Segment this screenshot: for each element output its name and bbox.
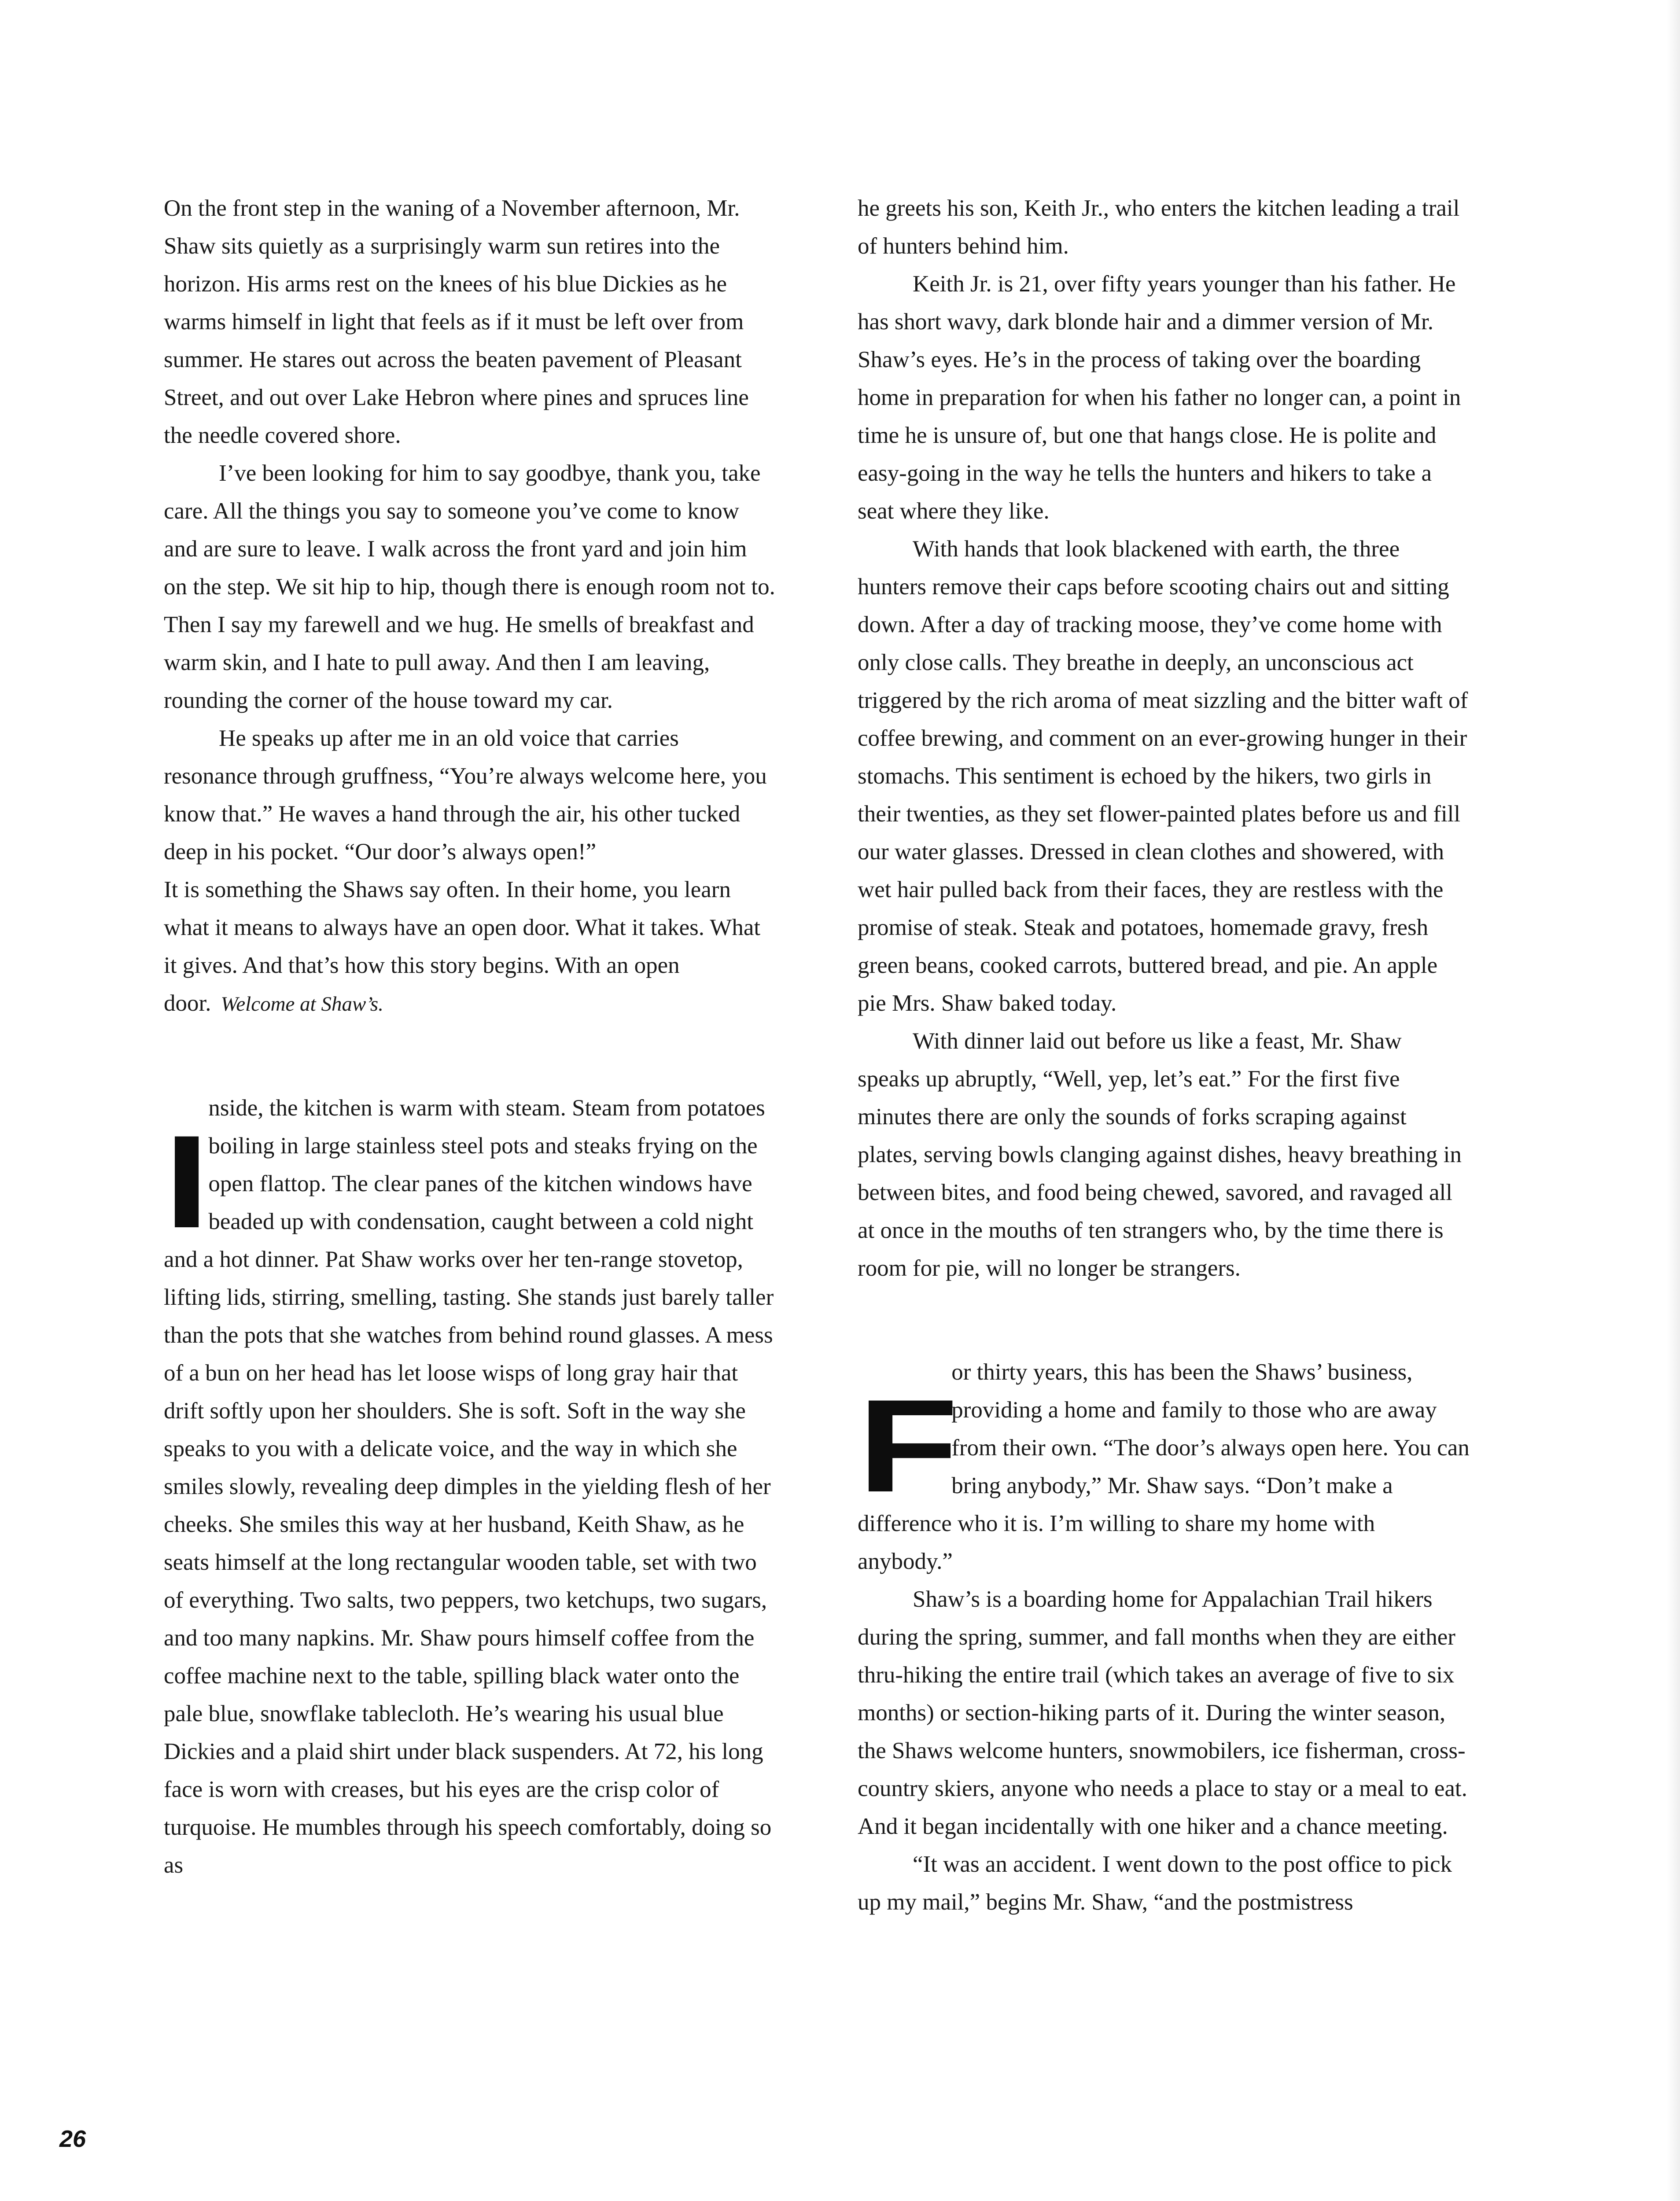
section-break bbox=[164, 1023, 776, 1089]
paragraph-hunters: With hands that look blackened with earth, the three hunters remove their caps before scooting chairs out and sitting down. After a day of tracking moose, they’ve come home with only close calls. They breathe in deeply, an unconscious act triggered by the rich aroma of meat sizzling and the bitter waft of coffee brewing, and comment on an ever-growing hunger in their stomachs. This sentiment is echoed by the hikers, two girls in their twenties, as they set flower-painted plates before us and fill our water glasses. Dressed in clean clothes and showered, with wet hair pulled back from their faces, they are restless with the promise of steak. Steak and potatoes, homemade gravy, fresh green beans, cooked carrots, buttered bread, and pie. An apple pie Mrs. Shaw baked today. bbox=[858, 536, 1468, 1016]
signoff-welcome: Welcome at Shaw’s. bbox=[221, 993, 383, 1016]
paragraph-dinner: With dinner laid out before us like a feast, Mr. Shaw speaks up abruptly, “Well, yep, let’s eat.” For the first five minutes there are only the sounds of forks scraping against plates, serving bowls clanging against dishes, heavy breathing in between bites, and food being chewed, savored, and ravaged all at once in the mouths of ten strangers who, by the time there is room for pie, will no longer be strangers. bbox=[858, 1028, 1462, 1281]
paragraph-boarding-home: Shaw’s is a boarding home for Appalachian Trail hikers during the spring, summer, and fall months when they are either thru-hiking the entire trail (which takes an average of five to six months) or section-hiking parts of it. During the winter season, the Shaws welcome hunters, snowmobilers, ice fisherman, cross-country skiers, anyone who needs a place to stay or a meal to eat. And it began incidentally with one hiker and a chance meeting. bbox=[858, 1586, 1467, 1839]
paragraph-keith-jr-enters: he greets his son, Keith Jr., who enters the kitchen leading a trail of hunters behind him. bbox=[858, 195, 1460, 259]
section-break bbox=[858, 1287, 1470, 1353]
right-column bbox=[858, 189, 1470, 1921]
paragraph-kitchen bbox=[164, 1089, 776, 1884]
thirty-years-text: or thirty years, this has been the Shaws’ business, providing a home and family to those who are away from their own. “The door’s always open here. You can bring anybody,” Mr. Shaw says. “Don’t make a difference who it is. I’m willing to share my home with anybody.” bbox=[858, 1359, 1470, 1574]
paragraph-post-office: “It was an accident. I went down to the post office to pick up my mail,” begins Mr. Shaw, “and the postmistress bbox=[858, 1851, 1452, 1915]
paragraph-front-step: On the front step in the waning of a November afternoon, Mr. Shaw sits quietly as a surprisingly warm sun retires into the horizon. His arms rest on the knees of his blue Dickies as he warms himself in light that feels as if it must be left over from summer. He stares out across the beaten pavement of Pleasant Street, and out over Lake Hebron where pines and spruces line the needle covered shore. bbox=[164, 195, 749, 448]
open-door-text: It is something the Shaws say often. In their home, you learn what it means to always have an open door. What it takes. What it gives. And that’s how this story begins. With an open door. bbox=[164, 877, 761, 1016]
paragraph-keith-jr: Keith Jr. is 21, over fifty years younger than his father. He has short wavy, dark blonde hair and a dimmer version of Mr. Shaw’s eyes. He’s in the process of taking over the boarding home in preparation for when his father no longer can, a point in time he is unsure of, but one that hangs close. He is polite and easy-going in the way he tells the hunters and hikers to take a seat where they like. bbox=[858, 271, 1461, 524]
drop-cap-f: F bbox=[858, 1372, 959, 1520]
page-edge-shadow bbox=[1667, 0, 1680, 2201]
left-column bbox=[164, 189, 776, 1884]
paragraph-open-door bbox=[164, 871, 776, 1023]
paragraph-thirty-years bbox=[858, 1353, 1470, 1580]
paragraph-always-welcome: He speaks up after me in an old voice that carries resonance through gruffness, “You’re always welcome here, you know that.” He waves a hand through the air, his other tucked deep in his pocket. “Our door’s always open!” bbox=[164, 725, 767, 865]
paragraph-goodbye: I’ve been looking for him to say goodbye, thank you, take care. All the things you say to someone you’ve come to know and are sure to leave. I walk across the front yard and join him on the step. We sit hip to hip, though there is enough room not to. Then I say my farewell and we hug. He smells of breakfast and warm skin, and I hate to pull away. And then I am leaving, rounding the corner of the house toward my car. bbox=[164, 460, 775, 713]
page-number: 26 bbox=[59, 2126, 86, 2152]
kitchen-text: nside, the kitchen is warm with steam. Steam from potatoes boiling in large stainless steel pots and steaks frying on the open flattop. The clear panes of the kitchen windows have beaded up with condensation, caught between a cold night and a hot dinner. Pat Shaw works over her ten-range stovetop, lifting lids, stirring, smelling, tasting. She stands just barely taller than the pots that she watches from behind round glasses. A mess of a bun on her head has let loose wisps of long gray hair that drift softly upon her shoulders. She is soft. Soft in the way she speaks to you with a delicate voice, and the way in which she smiles slowly, revealing deep dimples in the yielding flesh of her cheeks. She smiles this way at her husband, Keith Shaw, as he seats himself at the long rectangular wooden table, set with two of everything. Two salts, two peppers, two ketchups, two sugars, and too many napkins. Mr. Shaw pours himself coffee from the coffee machine next to the table, spilling black water onto the pale blue, snowflake tablecloth. He’s wearing his usual blue Dickies and a plaid shirt under black suspenders. At 72, his long face is worn with creases, but his eyes are the crisp color of turquoise. He mumbles through his speech comfortably, doing so as bbox=[164, 1095, 774, 1878]
drop-cap-i: I bbox=[164, 1108, 210, 1255]
